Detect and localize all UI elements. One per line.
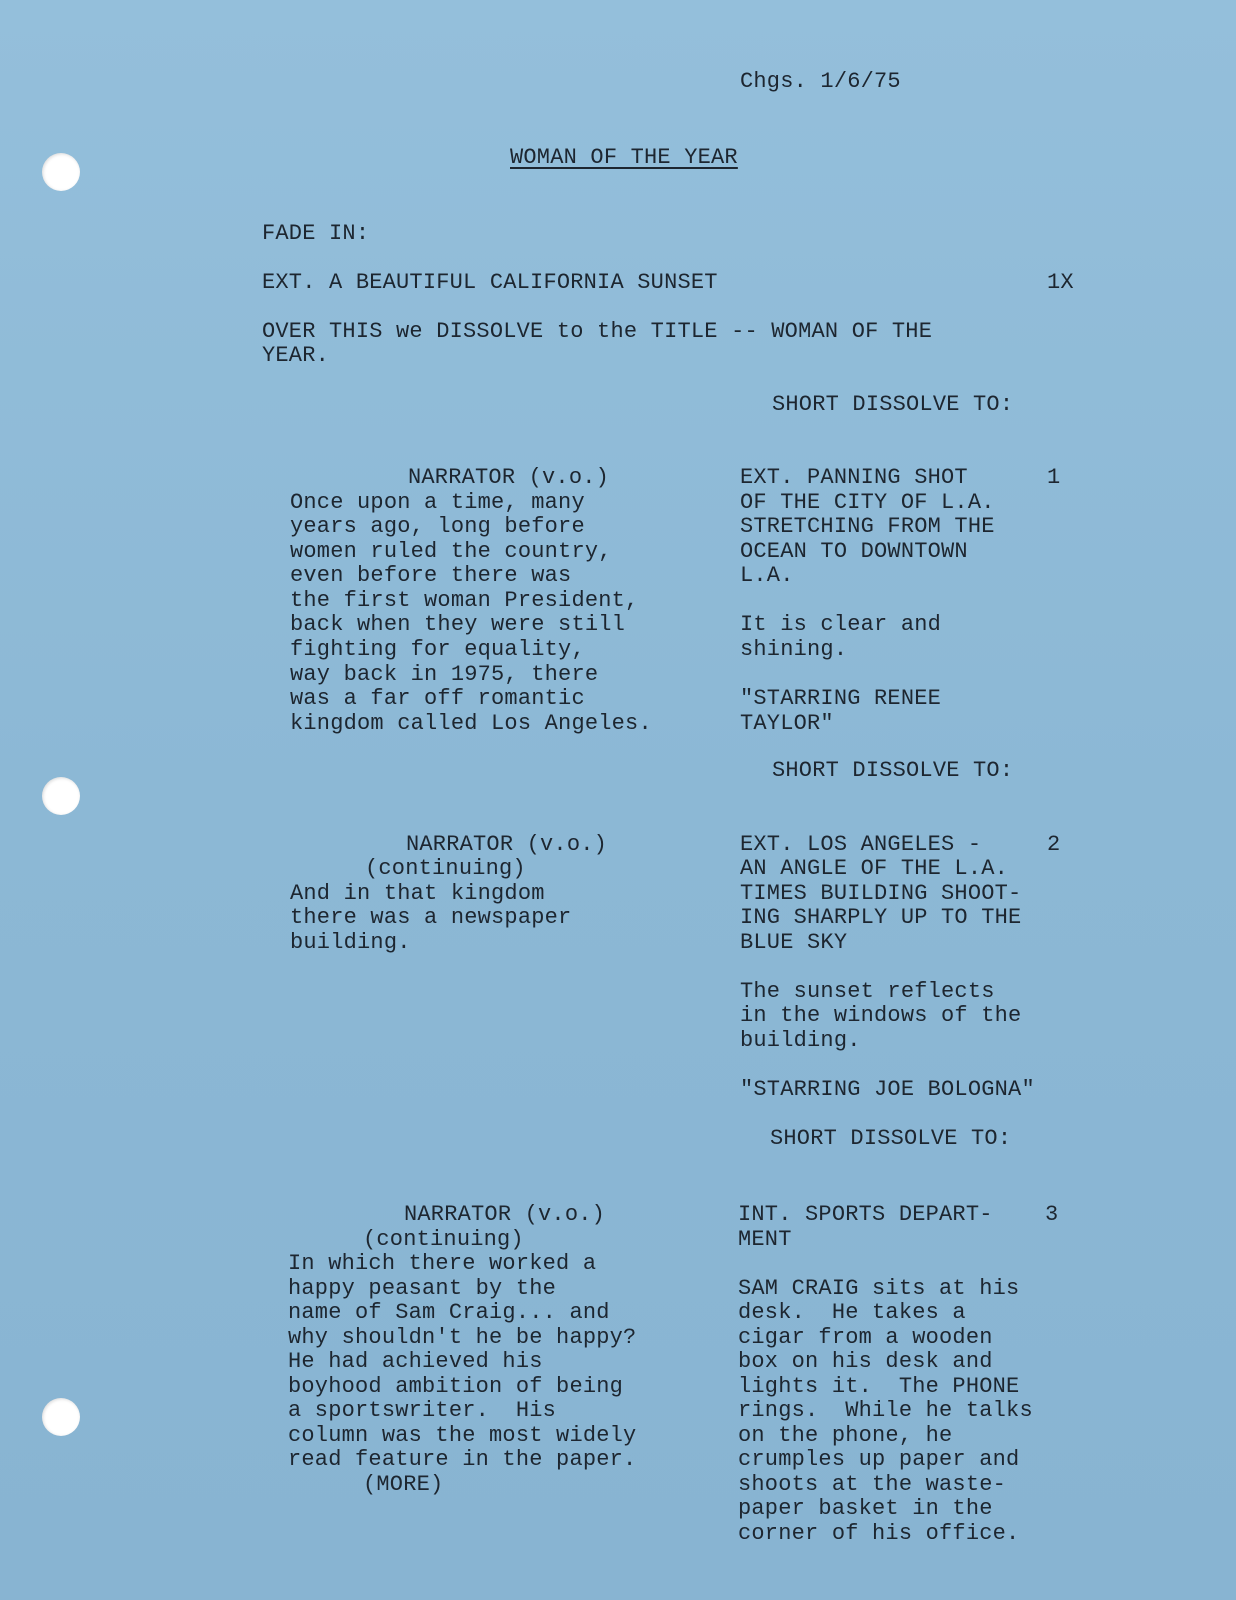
scene-number: 2	[1047, 832, 1061, 857]
action-line: paper basket in the	[738, 1496, 993, 1521]
dialogue-line: read feature in the paper.	[288, 1447, 637, 1472]
more-marker: (MORE)	[363, 1472, 444, 1497]
action-line: crumples up paper and	[738, 1447, 1020, 1472]
dialogue-line: boyhood ambition of being	[288, 1374, 624, 1399]
dialogue-line: name of Sam Craig... and	[288, 1300, 610, 1325]
binder-hole	[42, 777, 80, 815]
action-line: shining.	[740, 637, 848, 662]
action-line: YEAR.	[262, 343, 330, 368]
scene-number: 1X	[1047, 270, 1074, 295]
action-line: corner of his office.	[738, 1521, 1020, 1546]
dialogue-line: column was the most widely	[288, 1423, 637, 1448]
action-line: SAM CRAIG sits at his	[738, 1276, 1020, 1301]
action-line: on the phone, he	[738, 1423, 953, 1448]
scene-heading: TIMES BUILDING SHOOT-	[740, 881, 1022, 906]
scene-heading: EXT. A BEAUTIFUL CALIFORNIA SUNSET	[262, 270, 718, 295]
action-line: OVER THIS we DISSOLVE to the TITLE -- WOMAN OF THE	[262, 319, 933, 344]
dialogue-line: Once upon a time, many	[290, 490, 585, 515]
dialogue-line: way back in 1975, there	[290, 662, 599, 687]
scene-heading: L.A.	[740, 563, 794, 588]
scene-heading: OCEAN TO DOWNTOWN	[740, 539, 968, 564]
dialogue-line: In which there worked a	[288, 1251, 597, 1276]
dialogue-line: was a far off romantic	[290, 686, 585, 711]
credit-line: "STARRING RENEE	[740, 686, 942, 711]
character-name: NARRATOR (v.o.)	[408, 465, 610, 490]
dialogue-line: And in that kingdom	[290, 881, 545, 906]
script-title: WOMAN OF THE YEAR	[510, 145, 738, 170]
scene-number: 3	[1045, 1202, 1059, 1227]
character-name: NARRATOR (v.o.)	[406, 832, 608, 857]
dialogue-line: He had achieved his	[288, 1349, 543, 1374]
dialogue-line: even before there was	[290, 563, 572, 588]
character-name: NARRATOR (v.o.)	[404, 1202, 606, 1227]
scene-heading: STRETCHING FROM THE	[740, 514, 995, 539]
action-line: cigar from a wooden	[738, 1325, 993, 1350]
action-line: rings. While he talks	[738, 1398, 1033, 1423]
action-line: in the windows of the	[740, 1003, 1022, 1028]
scene-heading: MENT	[738, 1227, 792, 1252]
scene-heading: BLUE SKY	[740, 930, 848, 955]
scene-heading: ING SHARPLY UP TO THE	[740, 905, 1022, 930]
action-line: shoots at the waste-	[738, 1472, 1007, 1497]
credit-line: TAYLOR"	[740, 711, 834, 736]
action-line: The sunset reflects	[740, 979, 995, 1004]
changes-date: Chgs. 1/6/75	[740, 69, 901, 94]
dialogue-line: fighting for equality,	[290, 637, 585, 662]
scene-heading: AN ANGLE OF THE L.A.	[740, 856, 1009, 881]
dialogue-line: why shouldn't he be happy?	[288, 1325, 637, 1350]
binder-hole	[42, 153, 80, 191]
action-line: It is clear and	[740, 612, 942, 637]
dialogue-line: happy peasant by the	[288, 1276, 557, 1301]
dialogue-line: there was a newspaper	[290, 905, 572, 930]
scene-number: 1	[1047, 465, 1061, 490]
dialogue-line: back when they were still	[290, 612, 626, 637]
dialogue-line: building.	[290, 930, 411, 955]
scene-heading: OF THE CITY OF L.A.	[740, 490, 995, 515]
scene-heading: EXT. PANNING SHOT	[740, 465, 968, 490]
dialogue-line: women ruled the country,	[290, 539, 612, 564]
binder-hole	[42, 1398, 80, 1436]
transition: SHORT DISSOLVE TO:	[770, 1126, 1012, 1151]
credit-line: "STARRING JOE BOLOGNA"	[740, 1077, 1035, 1102]
dialogue-line: years ago, long before	[290, 514, 585, 539]
action-line: building.	[740, 1028, 861, 1053]
dialogue-line: kingdom called Los Angeles.	[290, 711, 652, 736]
dialogue-line: a sportswriter. His	[288, 1398, 557, 1423]
scene-heading: EXT. LOS ANGELES -	[740, 832, 982, 857]
transition: SHORT DISSOLVE TO:	[772, 758, 1014, 783]
dialogue-line: the first woman President,	[290, 588, 639, 613]
parenthetical: (continuing)	[363, 1227, 524, 1252]
action-line: lights it. The PHONE	[738, 1374, 1020, 1399]
parenthetical: (continuing)	[365, 856, 526, 881]
action-line: box on his desk and	[738, 1349, 993, 1374]
fade-in: FADE IN:	[262, 221, 370, 246]
scene-heading: INT. SPORTS DEPART-	[738, 1202, 993, 1227]
action-line: desk. He takes a	[738, 1300, 966, 1325]
transition: SHORT DISSOLVE TO:	[772, 392, 1014, 417]
